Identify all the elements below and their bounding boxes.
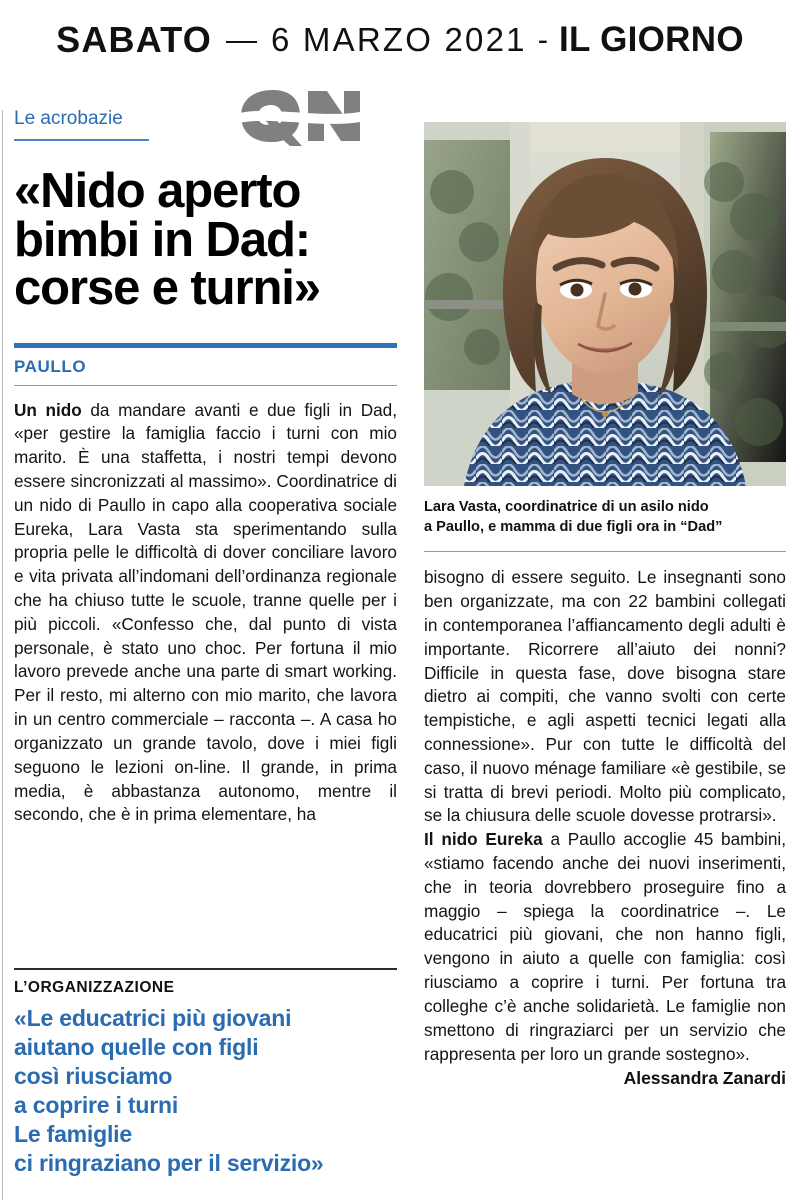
article-kicker[interactable]: Le acrobazie bbox=[14, 108, 123, 129]
body-text-right-part-1: bisogno di essere seguito. Le insegnanti sono ben organizzate, ma con 22 bambini collegati in contemporanea l’affiancamento degli adulti è importante. Ricorrere all’aiuto dei nonni? Difficile in questa fase, dove bisogna stare dietro ai compiti, che vanno svolti con certe tempistiche, e agli aspetti tecnici legati alla connessione». Pur con tutte le difficoltà del caso, il nuovo ménage familiare «è gestibile, se si tratta di brevi periodi. Molto più complicato, se la chiusura delle scuole dovesse protrarsi». bbox=[424, 567, 786, 826]
headline-line-3: corse e turni» bbox=[14, 261, 320, 315]
masthead-paper-name: IL GIORNO bbox=[559, 20, 744, 59]
pull-quote-block bbox=[14, 968, 397, 1178]
body-right-lead: Il nido Eureka bbox=[424, 829, 543, 850]
pull-quote-line-4: a coprire i turni bbox=[14, 1091, 179, 1118]
article-photo bbox=[424, 122, 786, 486]
caption-rule bbox=[424, 551, 786, 552]
masthead-dash-2: - bbox=[537, 22, 549, 57]
pull-quote-line-6: ci ringraziano per il servizio» bbox=[14, 1149, 324, 1176]
headline-line-1: «Nido aperto bbox=[14, 164, 301, 218]
kicker-wrap bbox=[14, 108, 397, 135]
headline-line-2: bimbi in Dad: bbox=[14, 212, 311, 267]
section-gray-rule bbox=[14, 385, 397, 386]
masthead bbox=[0, 0, 800, 80]
pull-quote-line-2: aiutano quelle con figli bbox=[14, 1033, 259, 1060]
body-left-lead: Un nido bbox=[14, 399, 82, 420]
body-text-right-part-2 bbox=[424, 828, 786, 1066]
left-column bbox=[14, 108, 397, 827]
body-left-rest: da mandare avanti e due figli in Dad, «per gestire la famiglia faccio i turni con mio marito. È una staffetta, i nostri tempi devono essere sincronizzati al massimo». Coordinatrice di un nido di Paullo in capo alla cooperativa sociale Eureka, Lara Vasta sta sperimentando sulla propria pelle le difficoltà di dover conciliare lavoro e vita privata all’indomani dell’ordinanza regionale che ha chiuso tutte le scuole, tranne quelle per i più piccoli. «Confesso che, dal punto di vista personale, è stato uno choc. Per fortuna il mio lavoro prevede anche una parte di smart working. Per il resto, mi alterno con mio marito, che lavora in un centro commerciale – racconta –. A casa ho organizzato un grande tavolo, dove i miei figli seguono le lezioni on-line. Il grande, in prima media, è abbastanza autonomo, mentre il secondo, che è in prima elementare, ha bbox=[14, 399, 397, 825]
body-right-rest: a Paullo accoglie 45 bambini, «stiamo facendo anche dei nuovi inserimenti, che in teoria dovrebbero proseguire fino a maggio – spiega la coordinatrice –. Le educatrici più giovani, che non hanno figli, vengono in aiuto a quelle con famiglia: così riusciamo a coprire i turni. Per fortuna tra colleghe c’è anche solidarietà. Le famiglie non smettono di ringraziarci per un servizio che rappresenta per loro un grande sostegno». bbox=[424, 829, 786, 1064]
photo-caption bbox=[424, 486, 786, 537]
photo-caption-line-1: Lara Vasta, coordinatrice di un asilo nido bbox=[424, 499, 709, 515]
photo-caption-line-2: a Paullo, e mamma di due figli ora in “Dad” bbox=[424, 519, 723, 536]
kicker-underline bbox=[14, 139, 149, 141]
right-column bbox=[424, 122, 786, 1089]
body-text-left bbox=[14, 399, 397, 828]
page-left-rule bbox=[2, 110, 3, 1200]
masthead-date: 6 MARZO 2021 bbox=[271, 21, 527, 58]
article-headline bbox=[14, 164, 397, 315]
section-label-paullo: PAULLO bbox=[14, 356, 87, 376]
article-byline: Alessandra Zanardi bbox=[623, 1068, 786, 1089]
masthead-dash-1: — bbox=[226, 22, 258, 57]
pull-quote-line-3: così riusciamo bbox=[14, 1062, 173, 1089]
pull-quote-line-1: «Le educatrici più giovani bbox=[14, 1005, 292, 1031]
pull-quote-line-5: Le famiglie bbox=[14, 1120, 132, 1147]
pull-quote-label: L’ORGANIZZAZIONE bbox=[14, 979, 175, 996]
pull-quote-text bbox=[14, 1004, 397, 1178]
masthead-weekday: SABATO bbox=[56, 19, 213, 60]
